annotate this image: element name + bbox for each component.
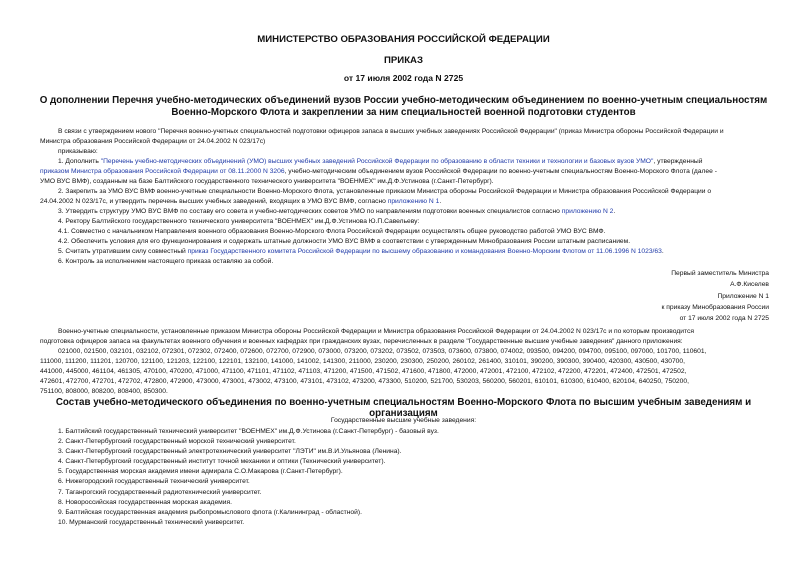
list-item: 7. Таганрогский государственный радиотехнический университет. xyxy=(58,489,262,496)
doc-type-heading: ПРИКАЗ xyxy=(384,55,423,66)
list-item: 8. Новороссийская государственная морская академия. xyxy=(58,499,232,506)
list-item: 5. Государственная морская академия имени адмирала С.О.Макарова (г.Санкт-Петербург). xyxy=(58,468,343,475)
appendix-para-line-1: Военно-учетные специальности, установленные приказом Министра обороны Российской Федерации и Министра образования Российской Федерации от 24.04.2002 N 023/17с и по которым производится xyxy=(58,328,694,335)
item-1-line-2 xyxy=(40,167,717,177)
item-5 xyxy=(58,247,664,257)
list-item: 6. Нижегородский государственный технический университет. xyxy=(58,478,250,485)
appendix-1-link[interactable]: приложению N 1 xyxy=(387,198,440,205)
list-item: 2. Санкт-Петербургский государственный морской технический университет. xyxy=(58,438,296,445)
appendix-date: от 17 июля 2002 года N 2725 xyxy=(679,315,769,322)
appendix-para-line-2: подготовка офицеров запаса на факультетах военного обучения и военных кафедрах при гражданских вузах, перечисленных в разделе "Государственные высшие учебные заведения" данного приложения: xyxy=(40,338,683,345)
item-2-line-1: 2. Закрепить за УМО ВУС ВМФ военно-учетные специальности Военно-Морского Флота, установленные приказом Министра обороны Российской Федерации и Министра образования Российской Федерации о xyxy=(58,188,712,195)
codes-line-4: 472601, 472700, 472701, 472702, 472800, 472900, 473000, 473001, 473002, 473100, 473101, 473102, 473200, 473300, 510200, 521700, 530203, 560200, 560201, 610101, 610300, 610400, 620104, 640250, 750200, xyxy=(40,378,689,385)
list-item: 1. Балтийский государственный технический университет "ВОЕНМЕХ" им.Д.Ф.Устинова (г.Санкт-Петербург) - базовый вуз. xyxy=(58,428,439,435)
item-6: 6. Контроль за исполнением настоящего приказа оставляю за собой. xyxy=(58,258,274,265)
appendix-label: Приложение N 1 xyxy=(717,293,769,300)
codes-line-3: 441000, 445000, 461104, 461305, 470100, 470200, 471000, 471100, 471101, 471102, 471103, 471200, 471500, 471502, 471600, 471800, 472000, 472001, 472100, 472102, 472200, 472201, 472400, 472501, 472502, xyxy=(40,368,687,375)
item-1-link-order[interactable]: приказом Министра образования Российской Федерации от 08.11.2000 N 3206 xyxy=(40,168,285,175)
item-1-line-3: УМО ВУС ВМФ), созданным на базе Балтийского государственного технического университета "ВОЕНМЕХ" им.Д.Ф.Устинова (г.Санкт-Петербург). xyxy=(40,178,494,185)
item-2-text: 24.04.2002 N 023/17с, и утвердить перечень высших учебных заведений, входящих в УМО ВУС ВМФ, согласно xyxy=(40,198,388,205)
item-1-text: 1. Дополнить xyxy=(58,158,101,165)
appendix-ref: к приказу Минобразования России xyxy=(661,304,769,311)
list-item: 10. Мурманский государственный технический университет. xyxy=(58,519,245,526)
list-item: 9. Балтийская государственная академия рыбопромыслового флота (г.Калининград - областной). xyxy=(58,509,362,516)
doc-date-number: от 17 июля 2002 года N 2725 xyxy=(343,73,464,83)
universities-subheading: Государственные высшие учебные заведения: xyxy=(330,417,477,424)
item-3 xyxy=(58,207,615,217)
intro-line-3: приказываю: xyxy=(58,148,98,155)
codes-line-2: 111000, 111200, 111201, 120700, 121100, 121203, 122100, 122101, 132100, 141000, 141002, 141300, 211000, 230200, 230300, 250200, 260102, 261400, 310101, 390200, 390300, 390400, 420300, 430500, 430700, xyxy=(40,358,685,365)
list-item: 4. Санкт-Петербургский государственный институт точной механики и оптики (Технический университет). xyxy=(58,458,386,465)
doc-title: О дополнении Перечня учебно-методических объединений вузов России учебно-методическим объединением по военно-учетным специальностям Военно-Морского Флота и закреплении за ним специальностей военной подготовки студентов xyxy=(39,95,768,118)
item-4-2: 4.2. Обеспечить условия для его функционирования и содержать штатные должности УМО ВУС ВМФ в соответствии с утвержденным Минобразования России штатным расписанием. xyxy=(58,238,631,245)
item-2-end: . xyxy=(439,198,442,205)
intro-line-1: В связи с утверждением нового "Перечня военно-учетных специальностей подготовки офицеров запаса в высших учебных заведениях Российской Федерации" (приказ Министра обороны Российской Федерации и xyxy=(58,128,724,135)
item-1-text-c: , учебно-методическим объединением вузов Российской Федерации по военно-учетным специальностям Военно-Морского Флота (далее - xyxy=(284,168,717,175)
item-1-link[interactable]: "Перечень учебно-методических объединений (УМО) высших учебных заведений Российской Федерации по образованию в области техники и технологии и базовых вузов УМО" xyxy=(100,158,654,165)
item-5-text: 5. Считать утратившим силу совместный xyxy=(58,248,188,255)
ministry-heading: МИНИСТЕРСТВО ОБРАЗОВАНИЯ РОССИЙСКОЙ ФЕДЕРАЦИИ xyxy=(257,34,550,45)
item-4: 4. Ректору Балтийского государственного технического университета "ВОЕНМЕХ" им.Д.Ф.Устинова Ю.П.Савельеву: xyxy=(58,218,420,225)
item-4-1: 4.1. Совместно с начальником Направления военного образования Военно-Морского Флота Российской Федерации осуществлять общее руководство работой УМО ВУС ВМФ. xyxy=(58,228,606,235)
item-3-text: 3. Утвердить структуру УМО ВУС ВМФ по составу его совета и учебно-методических советов УМО по направлениям подготовки военных специалистов согласно xyxy=(58,208,562,215)
item-3-end: . xyxy=(613,208,616,215)
codes-line-5: 751100, 808000, 808200, 808400, 850300. xyxy=(40,388,168,395)
composition-heading: Состав учебно-методического объединения по военно-учетным специальностям Военно-Морского Флота по высшим учебным заведениям и организациям xyxy=(55,397,752,419)
item-1-line-1 xyxy=(58,157,702,167)
intro-line-2: Министра образования Российской Федерации от 24.04.2002 N 023/17с) xyxy=(40,138,266,145)
item-2-line-2 xyxy=(40,197,441,207)
item-1-text-b: , утвержденный xyxy=(653,158,703,165)
repealed-order-link[interactable]: приказ Государственного комитета Российской Федерации по высшему образованию и командования Военно-Морским Флотом от 11.06.1996 N 1023/63 xyxy=(187,248,662,255)
signature-position: Первый заместитель Министра xyxy=(671,270,769,277)
codes-line-1: 021000, 021500, 032101, 032102, 072301, 072302, 072400, 072600, 072700, 072900, 073000, 073200, 073202, 073502, 073503, 073600, 073800, 074002, 093500, 094200, 094700, 095100, 097000, 101700, 110601, xyxy=(58,348,707,355)
item-5-end: . xyxy=(661,248,664,255)
signature-name: А.Ф.Киселев xyxy=(730,281,769,288)
appendix-2-link[interactable]: приложению N 2 xyxy=(561,208,614,215)
list-item: 3. Санкт-Петербургский государственный электротехнический университет "ЛЭТИ" им.В.И.Ульянова (Ленина). xyxy=(58,448,402,455)
